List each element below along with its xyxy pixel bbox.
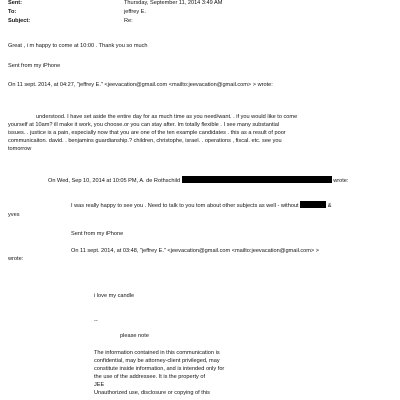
- disclaimer-line6: Unauthorized use, disclosure or copying of this: [94, 390, 210, 396]
- quoted2-quote-line2: wrote:: [8, 256, 24, 262]
- reply-quote-line: On 11 sept. 2014, at 04:27, "jeffrey E." <jeevacation@gmail.com <mailto:jeevacation@gmail.com> > wrote:: [8, 82, 273, 88]
- quoted2-body-suffix: &: [327, 203, 332, 209]
- quoted1-line1: understood. I have set aside the entire day for as much time as you need/want. . if you would like to come: [36, 114, 298, 120]
- disclaimer-line5: JEE: [94, 382, 105, 388]
- reply-signature: Sent from my iPhone: [8, 63, 61, 69]
- quoted2-body: [71, 201, 331, 210]
- to-label: To:: [8, 9, 17, 15]
- quoted2-signature: Sent from my iPhone: [71, 231, 124, 237]
- quoted1-line2: yourself at 10am? ill make it work, you choose.or you can stay after. Im totally flexible . I see many substantial: [8, 122, 280, 128]
- quoted2-header: [48, 176, 348, 185]
- quoted2-header-suffix: wrote:: [333, 178, 349, 184]
- quoted3-dashes: --: [94, 318, 98, 324]
- subject-label: Subject:: [8, 18, 31, 24]
- disclaimer-line2: confidential, may be attorney-client privileged, may: [94, 358, 220, 364]
- quoted2-body-cont: yves: [8, 212, 20, 218]
- disclaimer-line4: the use of the addressee. It is the property of: [94, 374, 206, 380]
- redaction-bar: [182, 176, 332, 183]
- sent-label: Sent:: [8, 0, 22, 6]
- quoted2-body-prefix: I was really happy to see you . Need to talk to you tom about other subjects as well - without: [71, 203, 299, 209]
- subject-value: Re:: [124, 18, 133, 24]
- disclaimer-line1: The information contained in this communication is: [94, 350, 220, 356]
- quoted1-line3: issues. . justice is a pain, especially now that you are one of the ten example candidates . this as a result of poor: [8, 130, 286, 136]
- quoted1-line5: tomorrow: [8, 146, 32, 152]
- quoted2-quote-line1: On 11 sept. 2014, at 03:48, "jeffrey E." <jeevacation@gmail.com <mailto:jeevacation@gmail.com> >: [71, 248, 320, 254]
- to-value: jeffrey E.: [124, 9, 146, 15]
- sent-value: Thursday, September 11, 2014 3:49 AM: [124, 0, 223, 6]
- redaction-bar: [300, 201, 326, 208]
- quoted3-text: i love my candle: [94, 293, 135, 299]
- quoted3-please-note: please note: [120, 333, 149, 339]
- quoted2-header-prefix: On Wed, Sep 10, 2014 at 10:05 PM, A. de Rothschild: [48, 178, 181, 184]
- quoted1-line4: communicaiton. david. . benjamins guardianship.? children, christophe, israel. . operations , fiscal. etc. see you: [8, 138, 282, 144]
- disclaimer-line3: constitute inside information, and is intended only for: [94, 366, 225, 372]
- reply-greeting: Great , i m happy to come at 10:00 . Thank you so much: [8, 43, 148, 49]
